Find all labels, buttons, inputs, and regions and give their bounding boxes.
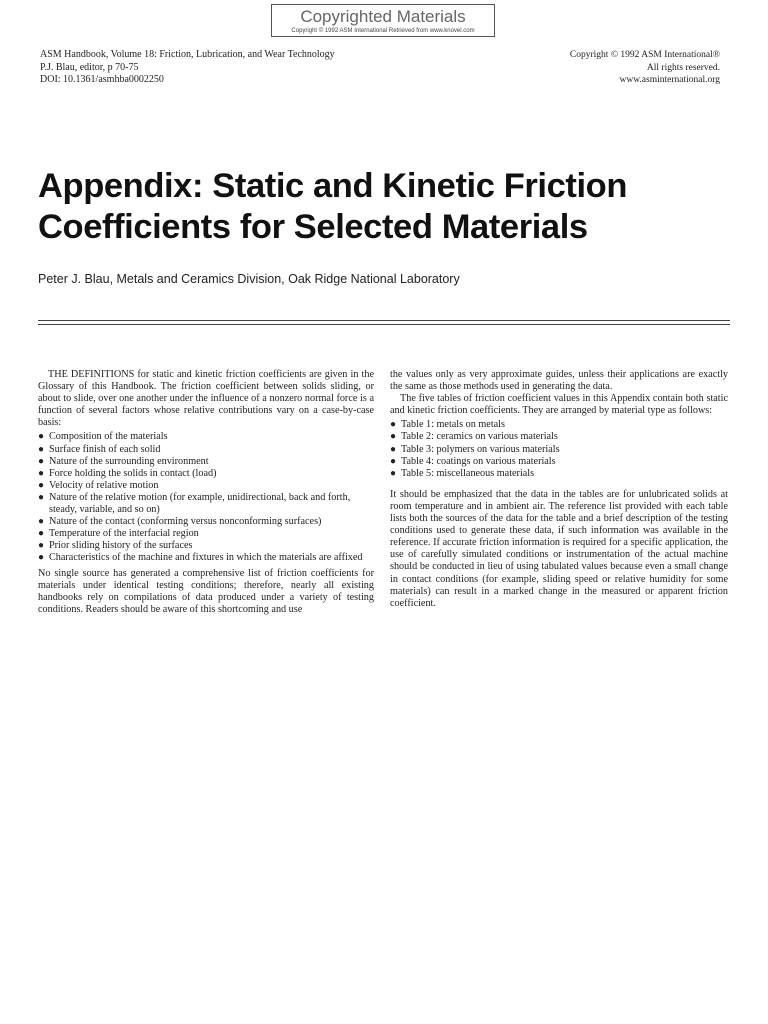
divider-bottom — [38, 324, 730, 325]
list-item: ● Nature of the relative motion (for example, unidirectional, back and forth, steady, variable, and so on) — [38, 491, 351, 516]
bullet-icon: ● — [38, 455, 45, 467]
rights-reserved: All rights reserved. — [646, 62, 720, 73]
bullet-icon: ● — [38, 479, 45, 491]
citation-editor: P.J. Blau, editor, p 70-75 — [40, 61, 139, 73]
citation-block — [40, 49, 335, 87]
list-item: ● Surface finish of each solid — [38, 443, 161, 455]
list-item: ● Nature of the contact (conforming versus nonconforming surfaces) — [38, 516, 322, 528]
bullet-icon: ● — [38, 552, 45, 564]
bullet-icon: ● — [38, 431, 45, 443]
list-item: ● Table 5: miscellaneous materials — [390, 467, 535, 479]
bullet-icon: ● — [38, 491, 45, 503]
intro-paragraph: THE DEFINITIONS for static and kinetic friction coefficients are given in the Glossary of this Handbook. The friction coefficient between solids sliding, or about to slide, over one another under the influence of a nonzero normal force is a function of several factors whose relative contributions vary on a case-by-case basis: — [38, 369, 374, 429]
list-item: ● Table 1: metals on metals — [390, 419, 505, 431]
right-column — [390, 369, 728, 610]
bullet-icon: ● — [390, 455, 397, 467]
divider-top — [38, 320, 730, 321]
stamp-title: Copyrighted Materials — [300, 7, 466, 26]
rights-copyright: Copyright © 1992 ASM International® — [569, 50, 720, 60]
list-item: ● Characteristics of the machine and fixtures in which the materials are affixed — [38, 552, 363, 564]
list-item: ● Table 4: coatings on various materials — [390, 455, 556, 467]
list-item: ● Temperature of the interfacial region — [38, 528, 199, 540]
stamp-subtitle: Copyright © 1992 ASM International Retrieved from www.knovel.com — [291, 28, 475, 34]
table-list — [390, 419, 728, 479]
bullet-icon: ● — [38, 516, 45, 528]
tables-intro-paragraph: The five tables of friction coefficient values in this Appendix contain both static and kinetic friction coefficients. They are arranged by material type as follows: — [390, 393, 728, 417]
bullet-icon: ● — [390, 467, 397, 479]
left-column — [38, 369, 374, 616]
bullet-icon: ● — [390, 419, 397, 431]
list-item: ● Nature of the surrounding environment — [38, 455, 209, 467]
rights-website: www.asminternational.org — [619, 75, 720, 85]
bullet-icon: ● — [38, 528, 45, 540]
bullet-icon: ● — [390, 443, 397, 455]
list-item: ● Composition of the materials — [38, 431, 168, 443]
continuation-paragraph: the values only as very approximate guides, unless their applications are exactly the same as those methods used in generating the data. — [390, 369, 728, 393]
closing-paragraph: No single source has generated a comprehensive list of friction coefficients for materials under identical testing conditions; therefore, nearly all existing handbooks rely on compilations of data produced under a variety of testing conditions. Readers should be aware of this shortcoming and use — [38, 567, 374, 615]
citation-doi: DOI: 10.1361/asmhba0002250 — [40, 74, 164, 85]
list-item: ● Table 2: ceramics on various materials — [390, 431, 558, 443]
list-item: ● Velocity of relative motion — [38, 479, 159, 491]
bullet-icon: ● — [38, 540, 45, 552]
list-item: ● Prior sliding history of the surfaces — [38, 540, 193, 552]
factor-list — [38, 431, 374, 564]
bullet-icon: ● — [38, 467, 45, 479]
copyright-stamp — [271, 4, 495, 37]
page-title: Appendix: Static and Kinetic Friction Coefficients for Selected Materials — [38, 167, 628, 246]
list-item: ● Table 3: polymers on various materials — [390, 443, 560, 455]
bullet-icon: ● — [38, 443, 45, 455]
emphasis-paragraph: It should be emphasized that the data in the tables are for unlubricated solids at room temperature and in ambient air. The reference list provided with each table lists both the sources of the data for the table and a brief description of the testing conditions used to generate these data, if such information was available in the reference. If accurate friction information is required for a specific application, the use of carefully simulated conditions or instrumentation of the actual machine should be conducted in lieu of using tabulated values because even a small change in contact conditions (for example, sliding speed or relative humidity for some materials) can result in a marked change in the measured or apparent friction coefficient. — [390, 488, 728, 609]
rights-block — [570, 49, 720, 87]
bullet-icon: ● — [390, 431, 397, 443]
citation-handbook: ASM Handbook, Volume 18: Friction, Lubrication, and Wear Technology — [40, 49, 335, 60]
list-item: ● Force holding the solids in contact (load) — [38, 467, 217, 479]
author-line: Peter J. Blau, Metals and Ceramics Division, Oak Ridge National Laboratory — [38, 272, 460, 286]
